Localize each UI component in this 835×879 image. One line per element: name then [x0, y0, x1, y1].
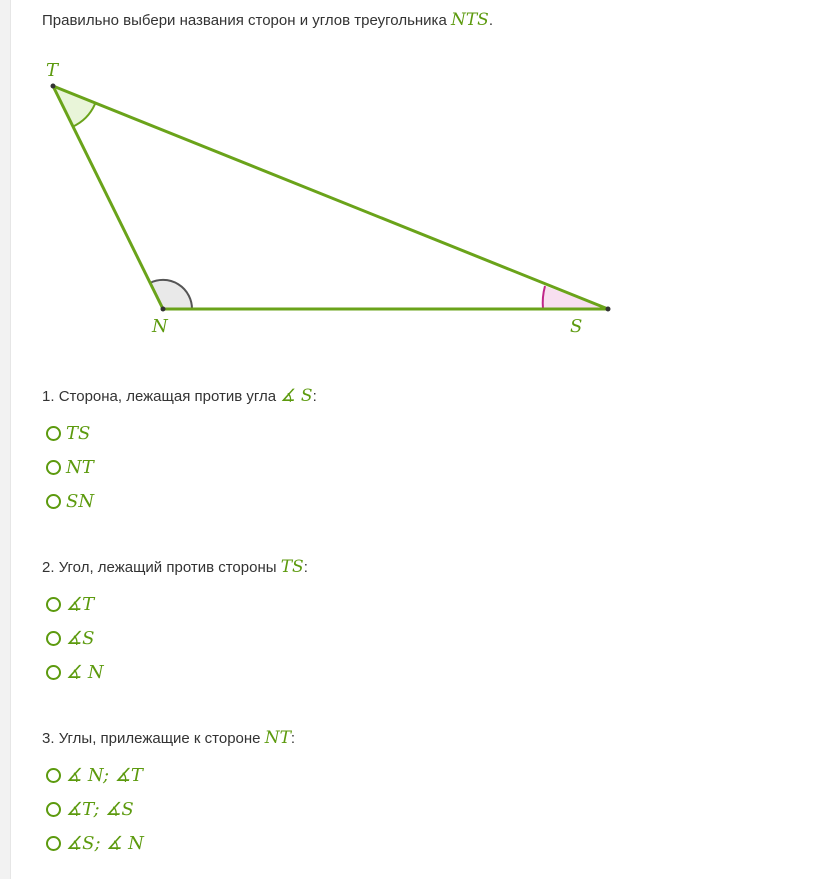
side-tn — [53, 86, 163, 309]
question-math: TS — [280, 557, 304, 577]
radio-button[interactable] — [46, 631, 61, 646]
option-label: ∡ N; ∡T — [66, 764, 143, 786]
radio-button[interactable] — [46, 460, 61, 475]
vertex-n-label: N — [152, 316, 168, 337]
option-label: ∡T; ∡S — [66, 798, 134, 820]
instruction-text: Правильно выбери названия сторон и углов треугольника — [42, 12, 447, 29]
option-label: ∡S; ∡ N — [66, 832, 144, 854]
radio-button[interactable] — [46, 836, 61, 851]
angle-t-fill — [53, 86, 95, 127]
question-math: NT — [264, 728, 291, 748]
radio-button[interactable] — [46, 494, 61, 509]
option-label: SN — [66, 490, 95, 512]
question-number: 3. — [42, 730, 55, 747]
radio-button[interactable] — [46, 802, 61, 817]
radio-button[interactable] — [46, 665, 61, 680]
side-ts — [53, 86, 608, 309]
q3-option-2[interactable] — [42, 796, 134, 822]
question-text: Углы, прилежащие к стороне — [58, 730, 261, 747]
instruction-end: . — [488, 12, 493, 29]
question-number: 1. — [42, 388, 55, 405]
radio-button[interactable] — [46, 768, 61, 783]
q1-option-3[interactable] — [42, 488, 94, 514]
question-text: Угол, лежащий против стороны — [58, 559, 277, 576]
question-number: 2. — [42, 559, 55, 576]
task-instruction — [42, 10, 493, 30]
question-3-title — [42, 728, 295, 748]
question-math: ∡ S — [280, 386, 313, 406]
q1-option-2[interactable] — [42, 454, 94, 480]
q3-option-3[interactable] — [42, 830, 144, 856]
q2-option-3[interactable] — [42, 659, 104, 685]
q2-option-2[interactable] — [42, 625, 94, 651]
vertex-n-point — [161, 307, 166, 312]
radio-button[interactable] — [46, 597, 61, 612]
q1-option-1[interactable] — [42, 420, 90, 446]
vertex-t-point — [51, 84, 56, 89]
q3-option-1[interactable] — [42, 762, 143, 788]
vertex-s-point — [606, 307, 611, 312]
option-label: ∡T — [66, 593, 95, 615]
option-label: ∡S — [66, 627, 95, 649]
option-label: TS — [66, 422, 91, 444]
question-2-title — [42, 557, 308, 577]
question-end: : — [290, 730, 296, 747]
triangle-name: NTS — [450, 10, 489, 30]
question-end: : — [303, 559, 308, 576]
question-1-title — [42, 386, 317, 406]
vertex-t-label: T — [46, 60, 59, 81]
option-label: NT — [66, 456, 94, 478]
option-label: ∡ N — [66, 661, 104, 683]
vertex-s-label: S — [570, 316, 583, 337]
question-end: : — [312, 388, 317, 405]
radio-button[interactable] — [46, 426, 61, 441]
q2-option-1[interactable] — [42, 591, 94, 617]
triangle-diagram — [0, 50, 640, 350]
question-text: Сторона, лежащая против угла — [58, 388, 277, 405]
